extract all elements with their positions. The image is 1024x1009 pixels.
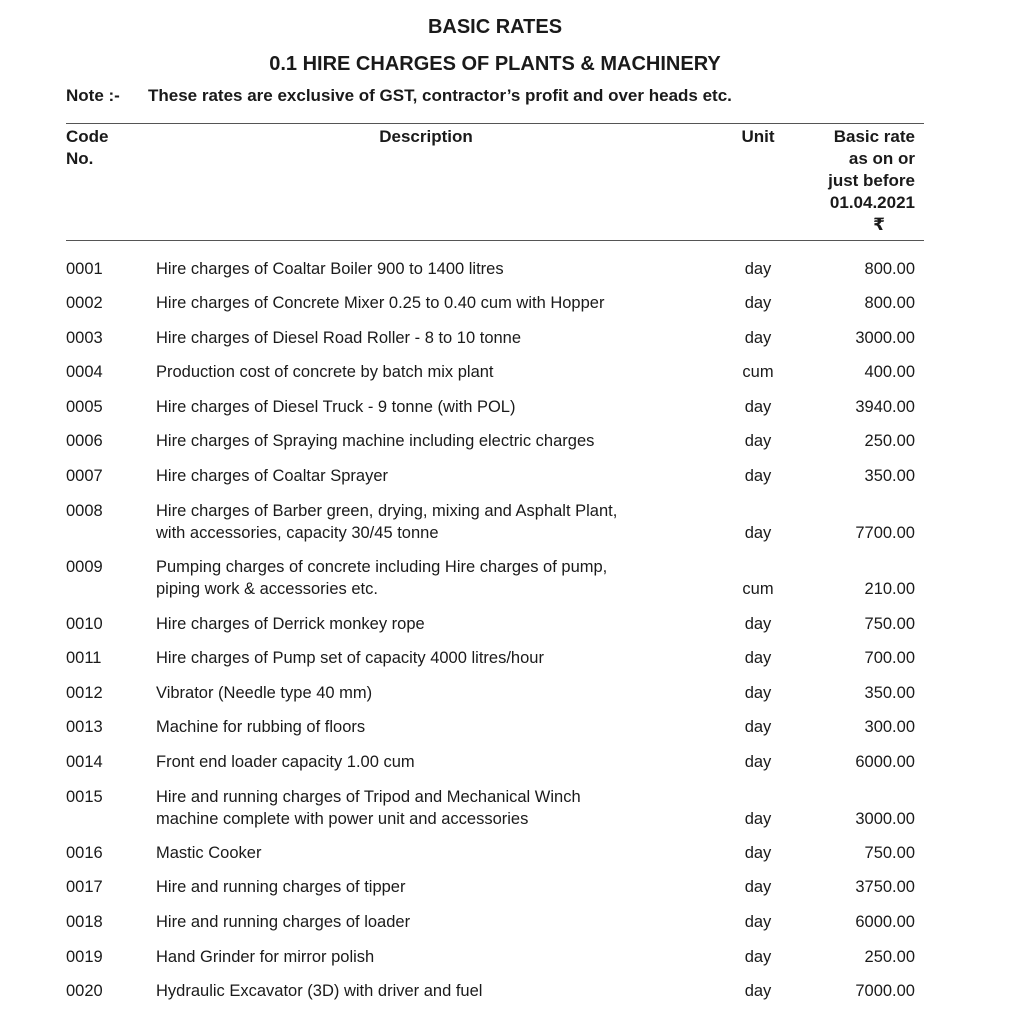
row-description [156,876,696,898]
row-description-line1: Hire charges of Barber green, drying, mixing and Asphalt Plant, [156,502,618,520]
row-description-line1: Hire charges of Concrete Mixer 0.25 to 0.40 cum with Hopper [156,294,605,312]
header-bottom-rule [66,240,924,241]
row-description [156,716,696,738]
row-description-line1: Vibrator (Needle type 40 mm) [156,684,373,702]
row-unit: day [744,753,772,771]
row-rate: 7700.00 [855,524,915,542]
row-rate: 750.00 [864,844,915,862]
note-text: These rates are exclusive of GST, contractor’s profit and over heads etc. [148,86,732,105]
row-code: 0001 [66,260,103,278]
row-description [156,556,696,600]
row-code: 0005 [66,398,103,416]
row-description-line2: machine complete with power unit and accessories [156,810,529,828]
header-description: Description [379,127,473,146]
row-rate: 3000.00 [855,810,915,828]
row-unit: day [744,810,772,828]
row-code: 0012 [66,684,103,702]
section-title: 0.1 HIRE CHARGES OF PLANTS & MACHINERY [269,53,721,75]
row-description-line1: Hydraulic Excavator (3D) with driver and fuel [156,982,483,1000]
row-unit: cum [742,580,774,598]
row-rate: 250.00 [864,432,915,450]
row-code: 0006 [66,432,103,450]
row-rate: 6000.00 [855,913,915,931]
row-code: 0019 [66,948,103,966]
row-description [156,327,696,349]
row-rate: 800.00 [864,260,915,278]
row-rate: 350.00 [864,467,915,485]
row-code: 0013 [66,718,103,736]
row-rate: 800.00 [864,294,915,312]
row-code: 0020 [66,982,103,1000]
row-description-line1: Hire charges of Pump set of capacity 4000 litres/hour [156,649,544,667]
row-unit: day [744,948,772,966]
header-rate-line4: 01.04.2021 [829,193,915,212]
row-description-line1: Hand Grinder for mirror polish [156,948,375,966]
row-unit: day [744,844,772,862]
row-unit: day [744,913,772,931]
row-rate: 350.00 [864,684,915,702]
row-description [156,842,696,864]
row-description-line1: Front end loader capacity 1.00 cum [156,753,415,771]
row-unit: day [744,718,772,736]
row-description-line1: Hire and running charges of loader [156,913,411,931]
rupee-icon: ₹ [873,215,885,234]
row-unit: day [744,432,772,450]
row-unit: day [744,524,772,542]
row-code: 0016 [66,844,103,862]
row-description-line1: Machine for rubbing of floors [156,718,366,736]
row-description-line1: Hire charges of Diesel Truck - 9 tonne (with POL) [156,398,516,416]
row-unit: cum [742,363,774,381]
row-description [156,980,696,1002]
row-description-line1: Hire and running charges of Tripod and Mechanical Winch [156,788,581,806]
row-unit: day [744,615,772,633]
row-description-line1: Pumping charges of concrete including Hire charges of pump, [156,558,608,576]
row-code: 0004 [66,363,103,381]
row-description [156,751,696,773]
row-description [156,292,696,314]
row-code: 0015 [66,788,103,806]
row-unit: day [744,982,772,1000]
row-code: 0009 [66,558,103,576]
row-code: 0007 [66,467,103,485]
row-description-line1: Hire charges of Derrick monkey rope [156,615,425,633]
row-description [156,361,696,383]
row-description [156,647,696,669]
row-description-line1: Hire charges of Coaltar Boiler 900 to 1400 litres [156,260,504,278]
row-description-line1: Hire charges of Diesel Road Roller - 8 to 10 tonne [156,329,522,347]
row-code: 0003 [66,329,103,347]
row-unit: day [744,878,772,896]
header-basic-rate [800,126,915,236]
row-rate: 6000.00 [855,753,915,771]
row-description [156,396,696,418]
row-rate: 700.00 [864,649,915,667]
row-code: 0011 [66,649,102,667]
header-unit: Unit [741,127,775,146]
row-unit: day [744,329,772,347]
row-description-line1: Hire charges of Spraying machine including electric charges [156,432,595,450]
header-rate-line1: Basic rate [833,127,915,146]
row-description [156,682,696,704]
row-description-line1: Mastic Cooker [156,844,262,862]
header-rate-line3: just before [828,171,915,190]
page-title: BASIC RATES [427,16,563,38]
row-description [156,911,696,933]
row-rate: 250.00 [864,948,915,966]
row-code: 0010 [66,615,103,633]
row-description-line1: Hire and running charges of tipper [156,878,406,896]
row-unit: day [744,467,772,485]
header-rate-line2: as on or [848,149,915,168]
header-code-line2: No. [66,149,94,168]
row-rate: 3000.00 [855,329,915,347]
row-description [156,613,696,635]
row-rate: 3750.00 [855,878,915,896]
row-rate: 3940.00 [855,398,915,416]
row-description [156,786,696,830]
row-code: 0014 [66,753,103,771]
row-unit: day [744,684,772,702]
row-code: 0017 [66,878,103,896]
row-description [156,430,696,452]
row-description [156,946,696,968]
row-rate: 210.00 [864,580,915,598]
row-description [156,465,696,487]
header-code-line1: Code [66,127,109,146]
row-description [156,258,696,280]
row-description-line1: Production cost of concrete by batch mix plant [156,363,494,381]
row-code: 0002 [66,294,103,312]
row-description-line2: with accessories, capacity 30/45 tonne [156,524,439,542]
row-description-line1: Hire charges of Coaltar Sprayer [156,467,389,485]
row-description-line2: piping work & accessories etc. [156,580,378,598]
row-rate: 400.00 [864,363,915,381]
row-code: 0018 [66,913,103,931]
header-top-rule [66,123,924,124]
row-rate: 7000.00 [855,982,915,1000]
row-description [156,500,696,544]
row-code: 0008 [66,502,103,520]
row-unit: day [744,294,772,312]
row-unit: day [744,649,772,667]
row-rate: 300.00 [864,718,915,736]
note-label: Note :- [66,86,120,105]
header-code [66,126,109,170]
row-unit: day [744,398,772,416]
row-rate: 750.00 [864,615,915,633]
row-unit: day [744,260,772,278]
